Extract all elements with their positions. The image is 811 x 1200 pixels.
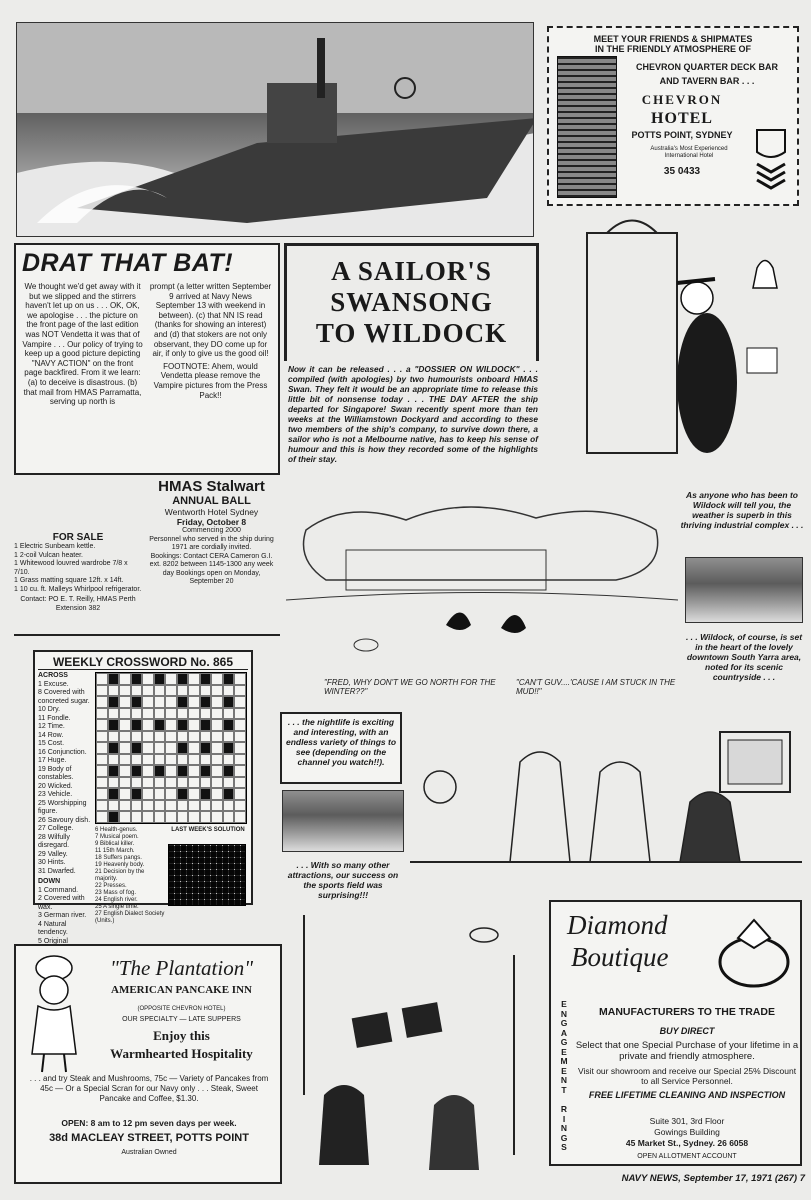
stalwart-ball-notice (143, 476, 280, 626)
crossword-cell (211, 754, 223, 766)
crossword-cell (234, 754, 246, 766)
clue: 17 Huge. (38, 757, 67, 764)
crossword-cell (119, 719, 131, 731)
crossword-cell (108, 673, 120, 685)
clue: 11 Fondle. (38, 714, 71, 722)
list-item: 1 Grass matting square 12ft. x 14ft. (14, 577, 124, 584)
plantation-owned: Australian Owned (121, 1149, 177, 1156)
diamond-manufacturers: MANUFACTURERS TO THE TRADE (599, 1006, 775, 1018)
crossword-cell (96, 685, 108, 697)
swansong-heading-box (284, 243, 539, 361)
crossword-cell (177, 811, 189, 823)
clue: 25 A single time. (95, 904, 139, 910)
clue: 19 Body of constables. (38, 765, 74, 781)
crossword-cell (131, 777, 143, 789)
crossword-cell (165, 754, 177, 766)
crossword-cell (200, 811, 212, 823)
caption-sports: . . . With so many other attractions, our success on the sports field was surprising!!! (287, 860, 399, 900)
clue: 4 Natural tendency. (38, 920, 68, 936)
crossword-cell (223, 719, 235, 731)
crossword-cell (96, 754, 108, 766)
crossword-cell (211, 765, 223, 777)
nightlife-box (280, 712, 402, 784)
down-clues-2 (95, 827, 165, 925)
crossword-cell (108, 788, 120, 800)
crossword-cell (142, 777, 154, 789)
last-week-solution-grid (168, 844, 246, 906)
crossword-cell (223, 696, 235, 708)
crossword-cell (177, 754, 189, 766)
crossword-cell (131, 731, 143, 743)
stalwart-time: Commencing 2000 (182, 527, 241, 534)
crossword-cell (142, 696, 154, 708)
diamond-free: FREE LIFETIME CLEANING AND INSPECTION (588, 1090, 786, 1100)
crossword-cell (96, 708, 108, 720)
crossword-cell (234, 800, 246, 812)
crossword-cell (154, 788, 166, 800)
clue: 9 Biblical killer. (95, 841, 135, 847)
diamond-account: OPEN ALLOTMENT ACCOUNT (637, 1153, 737, 1160)
crossword-cell (177, 708, 189, 720)
crossword-cell (131, 811, 143, 823)
clue: 22 Presses. (95, 883, 127, 889)
crossword-cell (96, 777, 108, 789)
clue: 3 German river. (38, 912, 87, 919)
crossword-cell (188, 811, 200, 823)
diamond-body-2: Visit our showroom and receive our Special 25% Discount to all Service Personnel. (577, 1066, 797, 1086)
clue: 16 Conjunction. (38, 748, 87, 756)
crossword-cell (154, 685, 166, 697)
clue: 23 Vehicle. (38, 791, 73, 798)
crossword-cell (96, 673, 108, 685)
clue: 25 Worshipping figure. (38, 799, 87, 815)
drat-title: DRAT THAT BAT! (22, 249, 234, 277)
caption-nightlife: . . . the nightlife is exciting and interesting, with an endless variety of things to see (depending on the channel you watch!!). (285, 717, 397, 767)
chevron-hotel-ad (547, 26, 799, 206)
clue: 28 Wilfully disregard. (38, 833, 70, 849)
stalwart-invite: Personnel who served in the ship during 1971 are cordially invited. (149, 535, 274, 551)
caption-downtown: . . . Wildock, of course, is set in the heart of the lovely downtown South Yarra area, noted for its scenic countryside . . . (685, 632, 803, 682)
crossword-cell (223, 788, 235, 800)
caption-weather: As anyone who has been to Wildock will tell you, the weather is superb in this thriving industrial complex . . . (680, 490, 804, 530)
crossword-cell (188, 754, 200, 766)
crossword-cell (200, 696, 212, 708)
down-label: DOWN (38, 878, 61, 885)
crossword-cell (165, 731, 177, 743)
crossword-cell (188, 742, 200, 754)
crossword-cell (211, 719, 223, 731)
plantation-menu: . . . and try Steak and Mushrooms, 75c — Variety of Pancakes from 45c — Or a Special Scran for our Navy only . . . Steak, Sweet Pancake and Coffee, $1.30. (29, 1074, 269, 1103)
crossword-cell (96, 788, 108, 800)
chevron-hotel: HOTEL (651, 110, 713, 127)
swansong-title-1: A SAILOR'S (331, 256, 492, 286)
crossword-cell (131, 673, 143, 685)
divider (14, 634, 280, 636)
swan-mud-cartoon (286, 490, 678, 705)
crossword-cell (119, 708, 131, 720)
crossword-cell (188, 685, 200, 697)
crossword-cell (119, 754, 131, 766)
crossword-cell (234, 719, 246, 731)
crossword-cell (119, 788, 131, 800)
chevron-line-1: MEET YOUR FRIENDS & SHIPMATES (593, 34, 753, 44)
crossword-cell (211, 777, 223, 789)
plantation-specialty: OUR SPECIALTY — LATE SUPPERS (122, 1016, 241, 1023)
crossword-cell (234, 673, 246, 685)
crossword-cell (96, 742, 108, 754)
drat-column-2: prompt (a letter written September 9 arrived at Navy News September 13 with weekend in between). (c) that NN IS read (thanks for showing an interest) and (d) that stokers are not only observant, they DO come up for air, if only to give us the good oil! (149, 282, 272, 359)
crossword-cell (165, 685, 177, 697)
crossword-grid (95, 672, 247, 824)
crossword-cell (188, 777, 200, 789)
crossword-cell (96, 696, 108, 708)
crossword-cell (142, 685, 154, 697)
crossword-cell (200, 788, 212, 800)
clue: 12 Time. (38, 723, 65, 730)
crossword (33, 650, 253, 945)
crossword-cell (165, 696, 177, 708)
crossword-cell (165, 788, 177, 800)
crossword-cell (108, 708, 120, 720)
crossword-cell (108, 800, 120, 812)
crossword-cell (131, 719, 143, 731)
crossword-cell (177, 765, 189, 777)
crossword-cell (96, 731, 108, 743)
crossword-cell (234, 685, 246, 697)
plantation-enjoy: Enjoy this (153, 1028, 210, 1043)
crossword-cell (142, 788, 154, 800)
clue: 11 15th March. (95, 848, 135, 854)
stalwart-date: Friday, October 8 (176, 517, 247, 527)
stalwart-bookings: Bookings: Contact CERA Cameron G.I. ext. 8202 between 1145-1300 any week day Bookings open on Monday, September 20 (149, 552, 274, 585)
plantation-opposite: (OPPOSITE CHEVRON HOTEL) (137, 1006, 226, 1012)
crossword-cell (188, 731, 200, 743)
crossword-cell (234, 742, 246, 754)
crossword-cell (131, 754, 143, 766)
across-label: ACROSS (38, 672, 68, 679)
crossword-cell (165, 742, 177, 754)
crossword-cell (177, 719, 189, 731)
crossword-cell (177, 742, 189, 754)
crossword-cell (131, 685, 143, 697)
crossword-cell (142, 811, 154, 823)
crossword-cell (165, 765, 177, 777)
list-item: 1 10 cu. ft. Malleys Whirlpool refrigerator. (14, 585, 142, 593)
clue: 1 Excuse. (38, 680, 69, 688)
ring-icon (713, 912, 795, 994)
diamond-title-1: Diamond (567, 910, 668, 940)
clue: 31 Dwarfed. (38, 867, 76, 875)
for-sale-contact: Contact: PO E. T. Reilly, HMAS Perth Extension 382 (20, 596, 136, 612)
crossword-cell (165, 719, 177, 731)
crossword-cell (165, 777, 177, 789)
crossword-cell (177, 731, 189, 743)
crossword-cell (131, 708, 143, 720)
crossword-cell (234, 777, 246, 789)
clue: 27 College. (38, 825, 74, 832)
crossword-cell (108, 696, 120, 708)
crossword-cell (119, 731, 131, 743)
crossword-cell (108, 719, 120, 731)
crossword-cell (211, 673, 223, 685)
clue: 23 Mass of fog. (95, 890, 137, 896)
crossword-cell (108, 765, 120, 777)
diamond-boutique-ad (549, 900, 802, 1166)
crossword-cell (177, 685, 189, 697)
crossword-cell (223, 685, 235, 697)
crossword-cell (142, 800, 154, 812)
list-item: 1 Electric Sunbeam kettle. (14, 543, 96, 550)
solution-label: LAST WEEK'S SOLUTION (171, 827, 245, 833)
clue: 21 Decision by the majority. (95, 869, 145, 882)
swan-caption-right: "CAN'T GUV....'CAUSE I AM STUCK IN THE MUD!!" (516, 678, 676, 696)
swan-caption-left: "FRED, WHY DON'T WE GO NORTH FOR THE WINTER??" (324, 678, 496, 696)
crossword-cell (142, 754, 154, 766)
crossword-cell (200, 800, 212, 812)
sports-field-cartoon (284, 895, 539, 1185)
swansong-title-3: TO WILDOCK (315, 318, 508, 348)
plantation-title: "The Plantation" (109, 956, 254, 980)
drat-footnote: FOOTNOTE: Ahem, would Vendetta please remove the Vampire pictures from the Press Pack!! (153, 361, 268, 400)
plantation-subtitle: AMERICAN PANCAKE INN (111, 984, 252, 996)
crossword-cell (188, 696, 200, 708)
crossword-cell (108, 777, 120, 789)
crossword-cell (142, 719, 154, 731)
clue: 6 Health-genus. (95, 827, 138, 833)
plantation-open: OPEN: 8 am to 12 pm seven days per week. (61, 1118, 237, 1128)
for-sale-title: FOR SALE (52, 532, 104, 543)
crossword-cell (188, 788, 200, 800)
list-item: 1 Whitewood louvred wardrobe 7/8 x 7/10. (14, 560, 128, 576)
ship-photo-small (282, 790, 404, 852)
crossword-cell (234, 788, 246, 800)
clue: 7 Musical poem. (95, 834, 139, 840)
diamond-addr-2: Gowings Building (654, 1127, 720, 1137)
vertical-label: R I N G S (560, 1104, 568, 1152)
crossword-cell (177, 777, 189, 789)
crossword-cell (200, 731, 212, 743)
for-sale-list (14, 543, 142, 594)
clues-column (38, 672, 92, 955)
crossword-cell (200, 719, 212, 731)
crossword-cell (131, 742, 143, 754)
diamond-addr-1: Suite 301, 3rd Floor (649, 1116, 725, 1126)
chevron-location: POTTS POINT, SYDNEY (631, 130, 733, 140)
crossword-cell (165, 811, 177, 823)
crossword-cell (211, 708, 223, 720)
list-item: 1 2-coil Vulcan heater. (14, 551, 84, 559)
crossword-cell (211, 731, 223, 743)
crossword-cell (200, 777, 212, 789)
clue: 18 Suffers pangs. (95, 855, 142, 861)
diamond-body-1: Select that one Special Purchase of your lifetime in a private and friendly atmosphere. (575, 1040, 799, 1062)
crossword-cell (188, 719, 200, 731)
crossword-cell (211, 800, 223, 812)
warship-illustration (17, 23, 534, 237)
crossword-cell (188, 765, 200, 777)
crossword-cell (211, 811, 223, 823)
crossword-cell (200, 754, 212, 766)
crossword-cell (154, 765, 166, 777)
crossword-cell (154, 754, 166, 766)
clue: 5 Original (38, 937, 68, 945)
chevron-line-2: IN THE FRIENDLY ATMOSPHERE OF (594, 44, 751, 54)
clue: 1 Command. (38, 886, 79, 894)
grid-area (95, 672, 248, 955)
crossword-cell (223, 673, 235, 685)
chevron-brand: CHEVRON (641, 92, 723, 107)
engagement-rings-vertical (557, 1000, 571, 1153)
clue: 8 Covered with concreted sugar. (38, 689, 90, 705)
crossword-cell (234, 708, 246, 720)
clue: 2 Covered with wax. (38, 895, 85, 911)
crossword-cell (165, 708, 177, 720)
crossword-cell (96, 765, 108, 777)
crossword-cell (234, 731, 246, 743)
crossword-cell (119, 685, 131, 697)
crossword-cell (177, 800, 189, 812)
crossword-cell (188, 673, 200, 685)
crossword-cell (154, 719, 166, 731)
crossword-cell (142, 731, 154, 743)
swansong-body: Now it can be released . . . a "DOSSIER ON WILDOCK" . . . compiled (with apologies) by two humourists onboard HMAS Swan. They felt it would be an appropriate time to release this little bit of nonsense today . . . THE DAY AFTER the ship departed for Singapore! Swan recently spent more than ten weeks at the Williamstown Dockyard and according to these two members of the ship's company, to survive down there, a sailor who is not a Melbourne native, has to keep his sense of humour and this is how they recorded some of the highlights of their stay. (288, 364, 538, 464)
crossword-cell (211, 696, 223, 708)
crossword-cell (154, 811, 166, 823)
crossword-cell (119, 673, 131, 685)
clue: 19 Heavenly body. (95, 862, 145, 868)
crossword-cell (154, 800, 166, 812)
tv-watching-cartoon (410, 712, 802, 892)
hotel-building-photo (557, 56, 617, 198)
crossword-cell (154, 742, 166, 754)
crossword-cell (165, 800, 177, 812)
for-sale-notice (14, 532, 142, 632)
bell-ringing-cartoon (547, 213, 799, 481)
crossword-cell (119, 777, 131, 789)
crossword-cell (142, 742, 154, 754)
crossword-cell (154, 708, 166, 720)
crossword-cell (223, 800, 235, 812)
clue: 26 Savoury dish. (38, 816, 91, 824)
chevron-tagline: Australia's Most Experienced International Hotel (650, 146, 728, 159)
crossword-cell (177, 696, 189, 708)
clue: 24 English river. (95, 897, 138, 903)
crossword-cell (108, 754, 120, 766)
crossword-cell (211, 685, 223, 697)
chevron-line-4: AND TAVERN BAR . . . (659, 76, 755, 86)
crossword-cell (200, 708, 212, 720)
crossword-cell (96, 800, 108, 812)
crossword-cell (177, 788, 189, 800)
crossword-title: WEEKLY CROSSWORD No. 865 (38, 655, 248, 670)
clue: 10 Dry. (38, 706, 61, 713)
crossword-cell (223, 742, 235, 754)
crossword-cell (223, 765, 235, 777)
chevron-phone: 35 0433 (663, 166, 701, 177)
crossword-cell (119, 696, 131, 708)
crossword-cell (108, 811, 120, 823)
crossword-cell (108, 731, 120, 743)
crossword-cell (131, 788, 143, 800)
crossword-cell (223, 811, 235, 823)
crossword-cell (142, 708, 154, 720)
crossword-cell (234, 765, 246, 777)
crossword-cell (119, 811, 131, 823)
chevron-line-3: CHEVRON QUARTER DECK BAR (635, 62, 778, 72)
crossword-cell (96, 719, 108, 731)
crossword-cell (234, 811, 246, 823)
liner-photo (685, 557, 803, 623)
crossword-cell (154, 696, 166, 708)
crossword-cell (131, 800, 143, 812)
crossword-cell (154, 777, 166, 789)
crossword-cell (223, 777, 235, 789)
crossword-cell (154, 731, 166, 743)
stalwart-subtitle: ANNUAL BALL (172, 495, 251, 507)
ship-photo (16, 22, 534, 237)
crossword-cell (223, 754, 235, 766)
crossword-cell (188, 800, 200, 812)
crossword-cell (119, 800, 131, 812)
crossword-cell (165, 673, 177, 685)
crossword-cell (234, 696, 246, 708)
crossword-cell (96, 811, 108, 823)
crossword-cell (131, 765, 143, 777)
swansong-title-2: SWANSONG (330, 287, 493, 317)
diamond-buy-direct: BUY DIRECT (659, 1026, 715, 1036)
page-footer: NAVY NEWS, September 17, 1971 (267) 7 (621, 1173, 805, 1184)
clue: 27 English Dialect Society (Units.) (95, 911, 165, 924)
crossword-cell (108, 742, 120, 754)
crossword-cell (108, 685, 120, 697)
chef-illustration (24, 954, 86, 1074)
stalwart-venue: Wentworth Hotel Sydney (164, 507, 259, 517)
crossword-cell (188, 708, 200, 720)
clue: 14 Row. (38, 731, 64, 739)
drat-column-1: We thought we'd get away with it but we slipped and the stirrers haven't let up on us . . . OK, OK, we apologise . . . the picture on the front page of the last edition was NOT Vendetta it was that of Vampire . . . Our policy of trying to keep up a good picture depicting "NAVY ACTION" on the front page backfired. From it we learn: (a) to deceive is disastrous. (b) that mail from HMAS Parramatta, serving up north is (22, 282, 143, 407)
diamond-addr-3: 45 Market St., Sydney. 26 6058 (625, 1138, 749, 1148)
crossword-cell (177, 673, 189, 685)
drat-that-bat-article (14, 243, 280, 475)
plantation-ad (14, 944, 282, 1184)
crossword-cell (142, 673, 154, 685)
crossword-cell (223, 731, 235, 743)
crossword-cell (154, 673, 166, 685)
clue: 15 Cost. (38, 740, 65, 747)
clue: 30 Hints. (38, 859, 66, 866)
crossword-cell (200, 765, 212, 777)
crossword-cell (200, 685, 212, 697)
plantation-address: 38d MACLEAY STREET, POTTS POINT (49, 1132, 249, 1144)
crossword-cell (223, 708, 235, 720)
crossword-cell (119, 765, 131, 777)
crossword-cell (131, 696, 143, 708)
clue: 20 Wicked. (38, 782, 73, 790)
crossword-cell (142, 765, 154, 777)
clue: 29 Valley. (38, 850, 68, 858)
crossword-cell (200, 742, 212, 754)
vertical-label: E N G A G E M E N T (560, 999, 568, 1095)
plantation-hospitality: Warmhearted Hospitality (110, 1046, 253, 1061)
chevron-emblem-icon (753, 128, 789, 192)
crossword-cell (200, 673, 212, 685)
crossword-cell (119, 742, 131, 754)
stalwart-title: HMAS Stalwart (158, 478, 265, 495)
diamond-title-2: Boutique (571, 942, 669, 972)
crossword-cell (211, 788, 223, 800)
crossword-cell (211, 742, 223, 754)
